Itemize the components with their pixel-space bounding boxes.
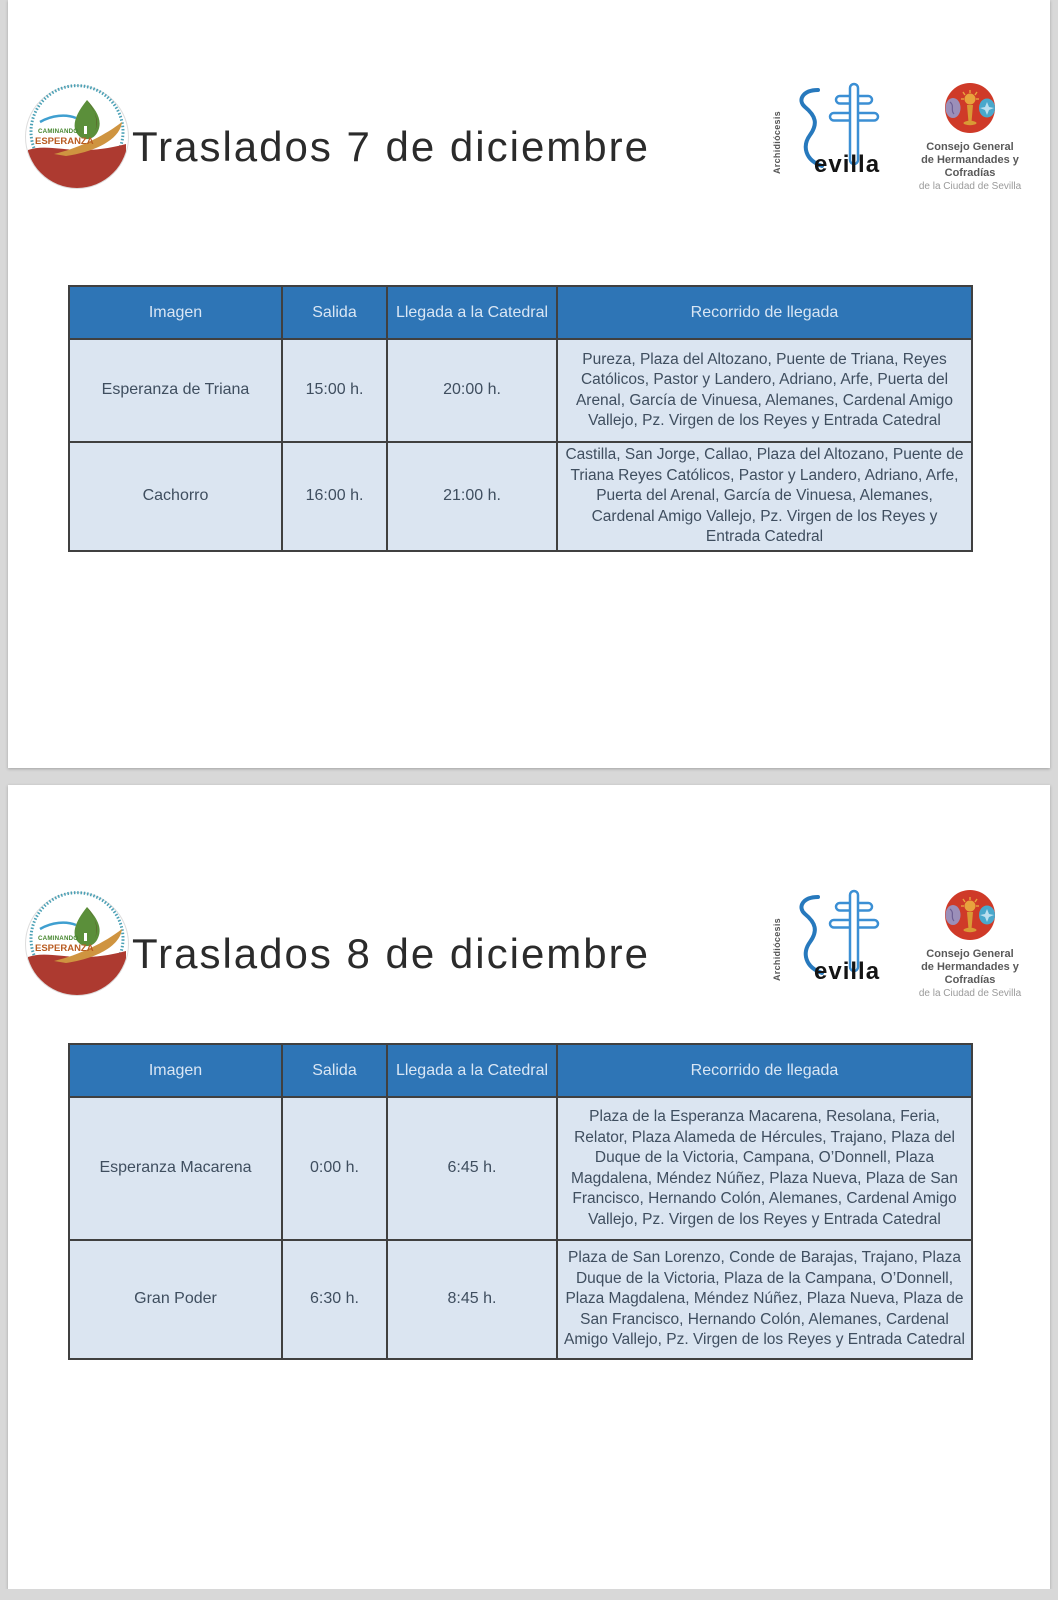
col-header-llegada: Llegada a la Catedral xyxy=(387,286,557,339)
slide-traslados-8 xyxy=(8,785,1050,1589)
consejo-name-line2: de Hermandades y Cofradías xyxy=(921,154,1019,179)
consejo-name-line3: de la Ciudad de Sevilla xyxy=(918,988,1022,999)
col-header-imagen: Imagen xyxy=(69,286,282,339)
col-header-salida: Salida xyxy=(282,286,387,339)
consejo-name-line1: Consejo General xyxy=(926,141,1014,153)
consejo-name-line3: de la Ciudad de Sevilla xyxy=(918,181,1022,192)
traslados-8-table xyxy=(68,1043,973,1360)
cell-llegada: 8:45 h. xyxy=(387,1240,557,1359)
archdiocese-logo-graphic xyxy=(770,887,892,987)
consejo-name-line1: Consejo General xyxy=(926,948,1014,960)
table-row xyxy=(69,1097,972,1240)
congress-logo-caminando: CAMINANDO xyxy=(38,935,79,942)
cell-llegada: 6:45 h. xyxy=(387,1097,557,1240)
cell-salida: 16:00 h. xyxy=(282,442,387,551)
consejo-logo xyxy=(900,82,1040,193)
table-header-row xyxy=(69,286,972,339)
congress-logo-esperanza: ESPERANZA xyxy=(35,943,94,954)
congress-logo-esperanza: ESPERANZA xyxy=(35,136,94,147)
cell-recorrido: Castilla, San Jorge, Callao, Plaza del Altozano, Puente de Triana Reyes Católicos, Pastor y Landero, Adriano, Arfe, Puerta del Arenal, García de Vinuesa, Alemanes, Cardenal Amigo Vallejo, Pz. Virgen de los Reyes y Entrada Catedral xyxy=(557,442,972,551)
cell-recorrido: Plaza de San Lorenzo, Conde de Barajas, Trajano, Plaza Duque de la Victoria, Plaza de la Campana, O’Donnell, Plaza Magdalena, Méndez Núñez, Plaza Nueva, Plaza de San Francisco, Hernando Colón, Alemanes, Cardenal Amigo Vallejo, Pz. Virgen de los Reyes y Entrada Catedral xyxy=(557,1240,972,1359)
flame-window xyxy=(84,126,87,134)
congress-logo-caminando: CAMINANDO xyxy=(38,128,79,135)
cell-imagen: Cachorro xyxy=(69,442,282,551)
congress-logo xyxy=(24,84,130,190)
tablet-icon xyxy=(946,905,961,925)
table-row xyxy=(69,339,972,442)
cell-imagen: Gran Poder xyxy=(69,1240,282,1359)
archdiocese-wordmark: evilla xyxy=(814,151,881,178)
archdiocese-vertical-label: Archidiócesis xyxy=(772,918,782,981)
col-header-imagen: Imagen xyxy=(69,1044,282,1097)
cell-salida: 6:30 h. xyxy=(282,1240,387,1359)
congress-logo-graphic xyxy=(24,84,130,190)
consejo-logo-graphic xyxy=(900,82,1040,136)
archdiocese-vertical-label: Archidiócesis xyxy=(772,111,782,174)
archdiocese-wordmark: evilla xyxy=(814,958,881,985)
consejo-logo-graphic xyxy=(900,889,1040,943)
page-title: Traslados 7 de diciembre xyxy=(132,123,650,170)
congress-logo-graphic xyxy=(24,891,130,997)
cell-llegada: 20:00 h. xyxy=(387,339,557,442)
page-title: Traslados 8 de diciembre xyxy=(132,930,650,977)
slide-traslados-7 xyxy=(8,0,1050,768)
col-header-salida: Salida xyxy=(282,1044,387,1097)
traslados-7-table xyxy=(68,285,973,552)
col-header-llegada: Llegada a la Catedral xyxy=(387,1044,557,1097)
table-row xyxy=(69,442,972,551)
cell-imagen: Esperanza de Triana xyxy=(69,339,282,442)
table-row xyxy=(69,1240,972,1359)
page-background-strip xyxy=(0,1589,1058,1600)
cell-salida: 15:00 h. xyxy=(282,339,387,442)
cell-recorrido: Pureza, Plaza del Altozano, Puente de Triana, Reyes Católicos, Pastor y Landero, Adriano, Arfe, Puerta del Arenal, García de Vinuesa, Alemanes, Cardenal Amigo Vallejo, Pz. Virgen de los Reyes y Entrada Catedral xyxy=(557,339,972,442)
archdiocese-logo-graphic xyxy=(770,80,892,180)
cell-imagen: Esperanza Macarena xyxy=(69,1097,282,1240)
archdiocese-sevilla-logo xyxy=(770,80,892,180)
archdiocese-sevilla-logo xyxy=(770,887,892,987)
col-header-recorrido: Recorrido de llegada xyxy=(557,286,972,339)
consejo-name-line2: de Hermandades y Cofradías xyxy=(921,961,1019,986)
col-header-recorrido: Recorrido de llegada xyxy=(557,1044,972,1097)
congress-logo xyxy=(24,891,130,997)
cell-salida: 0:00 h. xyxy=(282,1097,387,1240)
flame-window xyxy=(84,933,87,941)
tablet-icon xyxy=(946,98,961,118)
cell-recorrido: Plaza de la Esperanza Macarena, Resolana, Feria, Relator, Plaza Alameda de Hércules, Trajano, Plaza del Duque de la Victoria, Campana, O’Donnell, Plaza Magdalena, Méndez Núñez, Plaza Nueva, Plaza de San Francisco, Hernando Colón, Alemanes, Cardenal Amigo Vallejo, Pz. Virgen de los Reyes y Entrada Catedral xyxy=(557,1097,972,1240)
table-header-row xyxy=(69,1044,972,1097)
consejo-logo xyxy=(900,889,1040,1000)
cell-llegada: 21:00 h. xyxy=(387,442,557,551)
